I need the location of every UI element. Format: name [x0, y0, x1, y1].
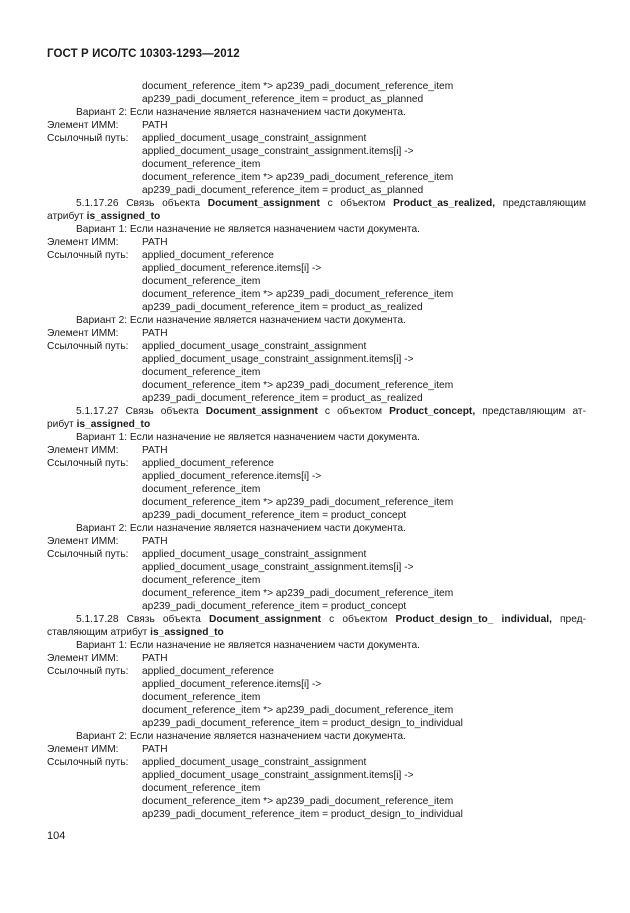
- text-line: [0, 639, 630, 652]
- text-line: [0, 366, 630, 379]
- text-line: [0, 431, 630, 444]
- text-line: [0, 93, 630, 106]
- reference-path-text: ap239_padi_document_reference_item = product_concept: [142, 510, 407, 521]
- field-value: applied_document_usage_constraint_assignment: [142, 549, 367, 560]
- field-value: PATH: [142, 536, 168, 547]
- text-line: [0, 301, 630, 314]
- text-line: [0, 691, 630, 704]
- reference-path-text: document_reference_item *> ap239_padi_document_reference_item: [142, 81, 454, 92]
- section-heading-continuation: [47, 626, 224, 639]
- variant-text: Вариант 2: Если назначение является назначением части документа.: [76, 523, 406, 534]
- page-number: 104: [47, 830, 66, 842]
- text-line: [0, 496, 630, 509]
- document-body: [0, 80, 630, 821]
- reference-path-text: document_reference_item *> ap239_padi_document_reference_item: [142, 172, 454, 183]
- field-value: PATH: [142, 120, 168, 131]
- reference-path-text: ap239_padi_document_reference_item = product_as_planned: [142, 185, 424, 196]
- text-line: [0, 249, 630, 262]
- text-line: [0, 158, 630, 171]
- reference-path-text: document_reference_item *> ap239_padi_document_reference_item: [142, 588, 454, 599]
- field-value: applied_document_usage_constraint_assignment: [142, 341, 367, 352]
- field-label: Ссылочный путь:: [47, 250, 129, 261]
- reference-path-text: applied_document_reference.items[i] ->: [142, 679, 322, 690]
- section-heading-text: 5.1.17.28 Связь объекта: [76, 614, 209, 625]
- reference-path-text: document_reference_item: [142, 692, 261, 703]
- text-line: [0, 340, 630, 353]
- field-label: Ссылочный путь:: [47, 549, 129, 560]
- field-label: Ссылочный путь:: [47, 341, 129, 352]
- text-line: [0, 730, 630, 743]
- text-line: [0, 626, 630, 639]
- entity-name: Product_concept,: [389, 406, 476, 417]
- variant-text: Вариант 2: Если назначение является назначением части документа.: [76, 315, 406, 326]
- text-line: [0, 587, 630, 600]
- section-heading: [76, 197, 586, 210]
- reference-path-text: document_reference_item: [142, 575, 261, 586]
- section-heading: [76, 613, 586, 626]
- reference-path-text: applied_document_usage_constraint_assignment.items[i] ->: [142, 146, 414, 157]
- field-value: PATH: [142, 445, 168, 456]
- text-line: [0, 574, 630, 587]
- reference-path-text: document_reference_item: [142, 367, 261, 378]
- attribute-name: is_assigned_to: [150, 627, 224, 638]
- text-line: [0, 665, 630, 678]
- reference-path-text: ap239_padi_document_reference_item = product_concept: [142, 601, 407, 612]
- reference-path-text: document_reference_item *> ap239_padi_document_reference_item: [142, 796, 454, 807]
- field-label: Элемент ИММ:: [47, 536, 119, 547]
- variant-text: Вариант 2: Если назначение является назначением части документа.: [76, 731, 406, 742]
- reference-path-text: document_reference_item *> ap239_padi_document_reference_item: [142, 289, 454, 300]
- reference-path-text: document_reference_item *> ap239_padi_document_reference_item: [142, 497, 454, 508]
- reference-path-text: applied_document_usage_constraint_assignment.items[i] ->: [142, 770, 414, 781]
- text-line: [0, 353, 630, 366]
- field-value: applied_document_reference: [142, 666, 274, 677]
- text-line: [0, 210, 630, 223]
- text-line: [0, 106, 630, 119]
- text-line: [0, 444, 630, 457]
- attribute-name: is_assigned_to: [86, 211, 161, 222]
- text-line: [0, 548, 630, 561]
- text-line: [0, 808, 630, 821]
- text-line: [0, 678, 630, 691]
- entity-name: Document_assignment: [207, 198, 320, 209]
- section-heading-text: представляющим: [495, 198, 586, 209]
- reference-path-text: applied_document_reference.items[i] ->: [142, 471, 322, 482]
- reference-path-text: document_reference_item: [142, 484, 261, 495]
- field-value: PATH: [142, 328, 168, 339]
- reference-path-text: ap239_padi_document_reference_item = product_design_to_individual: [142, 809, 463, 820]
- field-value: applied_document_usage_constraint_assignment: [142, 757, 367, 768]
- text-line: [0, 80, 630, 93]
- field-value: applied_document_reference: [142, 458, 274, 469]
- text-line: [0, 223, 630, 236]
- section-heading-text: пред-: [551, 614, 586, 625]
- field-label: Ссылочный путь:: [47, 458, 129, 469]
- field-label: Элемент ИММ:: [47, 120, 119, 131]
- reference-path-text: ap239_padi_document_reference_item = product_as_realized: [142, 393, 423, 404]
- text-line: [0, 288, 630, 301]
- field-label: Элемент ИММ:: [47, 653, 119, 664]
- text-line: [0, 392, 630, 405]
- section-heading-text: с объектом: [319, 198, 394, 209]
- field-value: PATH: [142, 653, 168, 664]
- text-line: [0, 652, 630, 665]
- entity-name: Document_assignment: [205, 406, 318, 417]
- text-line: [0, 132, 630, 145]
- section-heading-text: ставляющим атрибут: [47, 627, 151, 638]
- section-heading-text: с объектом: [321, 614, 396, 625]
- text-line: [0, 314, 630, 327]
- reference-path-text: document_reference_item *> ap239_padi_document_reference_item: [142, 380, 454, 391]
- text-line: [0, 236, 630, 249]
- reference-path-text: ap239_padi_document_reference_item = product_as_realized: [142, 302, 423, 313]
- text-line: [0, 509, 630, 522]
- section-heading-text: 5.1.17.27 Связь объекта: [76, 406, 206, 417]
- variant-text: Вариант 1: Если назначение не является назначением части документа.: [76, 224, 420, 235]
- section-heading-text: представляющим ат-: [475, 406, 586, 417]
- field-label: Ссылочный путь:: [47, 757, 129, 768]
- text-line: [0, 743, 630, 756]
- field-label: Элемент ИММ:: [47, 744, 119, 755]
- text-line: [0, 470, 630, 483]
- reference-path-text: ap239_padi_document_reference_item = product_as_planned: [142, 94, 424, 105]
- text-line: [0, 184, 630, 197]
- entity-name: Document_assignment: [208, 614, 322, 625]
- field-label: Ссылочный путь:: [47, 666, 129, 677]
- reference-path-text: applied_document_reference.items[i] ->: [142, 263, 322, 274]
- text-line: [0, 600, 630, 613]
- reference-path-text: document_reference_item: [142, 276, 261, 287]
- text-line: [0, 119, 630, 132]
- entity-name: Product_design_to_ individual,: [395, 614, 552, 625]
- entity-name: Product_as_realized,: [393, 198, 496, 209]
- text-line: [0, 613, 630, 626]
- field-label: Ссылочный путь:: [47, 133, 129, 144]
- section-heading-continuation: [47, 210, 160, 223]
- text-line: [0, 769, 630, 782]
- text-line: [0, 561, 630, 574]
- field-value: applied_document_reference: [142, 250, 274, 261]
- variant-text: Вариант 1: Если назначение не является назначением части документа.: [76, 640, 420, 651]
- field-value: PATH: [142, 744, 168, 755]
- text-line: [0, 522, 630, 535]
- section-heading-text: 5.1.17.26 Связь объекта: [76, 198, 208, 209]
- field-label: Элемент ИММ:: [47, 237, 119, 248]
- text-line: [0, 704, 630, 717]
- reference-path-text: document_reference_item *> ap239_padi_document_reference_item: [142, 705, 454, 716]
- variant-text: Вариант 1: Если назначение не является назначением части документа.: [76, 432, 420, 443]
- text-line: [0, 782, 630, 795]
- field-value: PATH: [142, 237, 168, 248]
- reference-path-text: document_reference_item: [142, 783, 261, 794]
- reference-path-text: applied_document_usage_constraint_assignment.items[i] ->: [142, 354, 414, 365]
- text-line: [0, 756, 630, 769]
- field-value: applied_document_usage_constraint_assignment: [142, 133, 367, 144]
- text-line: [0, 327, 630, 340]
- text-line: [0, 405, 630, 418]
- section-heading-text: рибут: [47, 419, 77, 430]
- text-line: [0, 171, 630, 184]
- attribute-name: is_assigned_to: [76, 419, 151, 430]
- section-heading-text: атрибут: [47, 211, 87, 222]
- variant-text: Вариант 2: Если назначение является назначением части документа.: [76, 107, 406, 118]
- field-label: Элемент ИММ:: [47, 328, 119, 339]
- text-line: [0, 717, 630, 730]
- document-header: ГОСТ Р ИСО/ТС 10303-1293—2012: [47, 48, 240, 60]
- text-line: [0, 535, 630, 548]
- reference-path-text: ap239_padi_document_reference_item = product_design_to_individual: [142, 718, 463, 729]
- text-line: [0, 457, 630, 470]
- field-label: Элемент ИММ:: [47, 445, 119, 456]
- section-heading: [76, 405, 586, 418]
- reference-path-text: applied_document_usage_constraint_assignment.items[i] ->: [142, 562, 414, 573]
- text-line: [0, 418, 630, 431]
- text-line: [0, 197, 630, 210]
- reference-path-text: document_reference_item: [142, 159, 261, 170]
- text-line: [0, 795, 630, 808]
- text-line: [0, 145, 630, 158]
- text-line: [0, 275, 630, 288]
- text-line: [0, 483, 630, 496]
- section-heading-continuation: [47, 418, 150, 431]
- text-line: [0, 379, 630, 392]
- text-line: [0, 262, 630, 275]
- section-heading-text: с объектом: [317, 406, 390, 417]
